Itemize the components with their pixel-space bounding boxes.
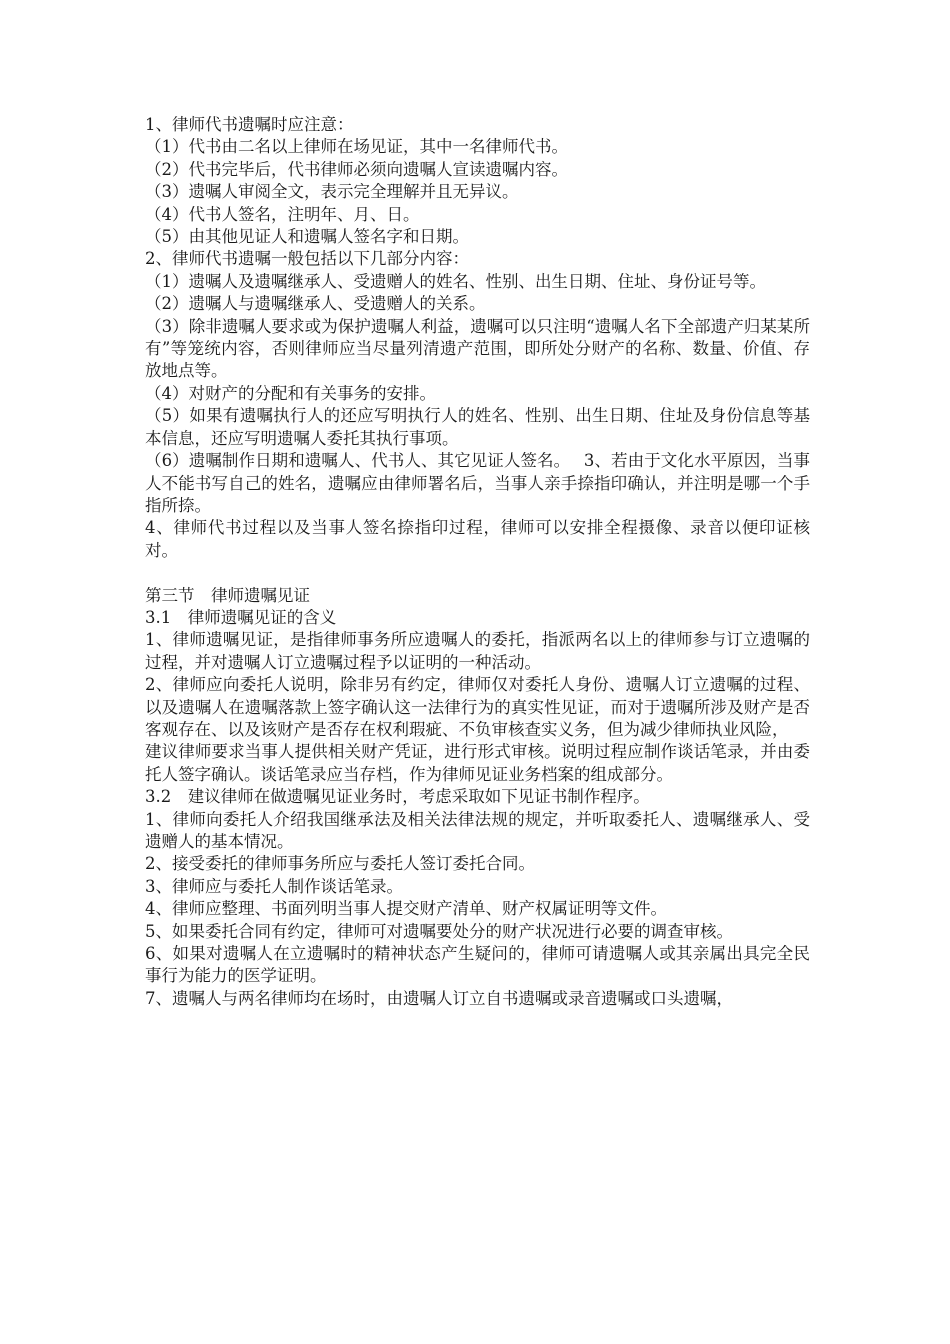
section-will-drafting [145,114,810,562]
paragraph: （4）对财产的分配和有关事务的安排。 [145,383,436,403]
paragraph: （2）遗嘱人与遗嘱继承人、受遗赠人的关系。 [145,294,486,314]
paragraph: 7、遗嘱人与两名律师均在场时，由遗嘱人订立自书遗嘱或录音遗嘱或口头遗嘱， [145,988,733,1008]
paragraph: （2）代书完毕后，代书律师必须向遗嘱人宣读遗嘱内容。 [145,159,568,179]
blank-line [145,562,810,584]
paragraph: （3）遗嘱人审阅全文，表示完全理解并且无异议。 [145,182,519,202]
section-heading: 第三节 律师遗嘱见证 [145,585,310,605]
paragraph: （1）遗嘱人及遗嘱继承人、受遗赠人的姓名、性别、出生日期、住址、身份证号等。 [145,271,766,291]
paragraph: 5、如果委托合同有约定，律师可对遗嘱要处分的财产状况进行必要的调查审核。 [145,921,733,941]
section-will-witnessing [145,585,810,1011]
paragraph: 1、律师代书遗嘱时应注意： [145,115,354,134]
subsection-heading: 3.1 律师遗嘱见证的含义 [145,607,337,627]
paragraph: 1、律师向委托人介绍我国继承法及相关法律法规的规定，并听取委托人、遗嘱继承人、受遗赠人的基本情况。 [145,809,810,851]
paragraph: （5）如果有遗嘱执行人的还应写明执行人的姓名、性别、出生日期、住址及身份信息等基本信息，还应写明遗嘱人委托其执行事项。 [145,406,810,448]
paragraph: 1、律师遗嘱见证，是指律师事务所应遗嘱人的委托，指派两名以上的律师参与订立遗嘱的过程，并对遗嘱人订立遗嘱过程予以证明的一种活动。 [145,630,810,672]
paragraph: 4、律师代书过程以及当事人签名捺指印过程，律师可以安排全程摄像、录音以便印证核对。 [145,518,810,560]
subsection-heading: 3.2 建议律师在做遗嘱见证业务时，考虑采取如下见证书制作程序。 [145,787,650,807]
paragraph: （4）代书人签名，注明年、月、日。 [145,204,420,224]
paragraph: （1）代书由二名以上律师在场见证，其中一名律师代书。 [145,137,568,157]
paragraph: 2、律师应向委托人说明，除非另有约定，律师仅对委托人身份、遗嘱人订立遗嘱的过程、以及遗嘱人在遗嘱落款上签字确认这一法律行为的真实性见证，而对于遗嘱所涉及财产是否客观存在、以及该财产是否存在权利瑕疵、不负审核查实义务，但为减少律师执业风险， [145,675,810,739]
paragraph: 4、律师应整理、书面列明当事人提交财产清单、财产权属证明等文件。 [145,899,667,919]
paragraph: 6、如果对遗嘱人在立遗嘱时的精神状态产生疑问的，律师可请遗嘱人或其亲属出具完全民事行为能力的医学证明。 [145,944,810,986]
paragraph: （3）除非遗嘱人要求或为保护遗嘱人利益，遗嘱可以只注明“遗嘱人名下全部遗产归某某所有”等笼统内容，否则律师应当尽量列清遗产范围，即所处分财产的名称、数量、价值、存放地点等。 [145,316,810,381]
paragraph: 建议律师要求当事人提供相关财产凭证，进行形式审核。说明过程应制作谈话笔录，并由委托人签字确认。谈话笔录应当存档，作为律师见证业务档案的组成部分。 [145,742,810,784]
paragraph: 2、律师代书遗嘱一般包括以下几部分内容： [145,249,469,269]
paragraph: （6）遗嘱制作日期和遗嘱人、代书人、其它见证人签名。 3、若由于文化水平原因，当事人不能书写自己的姓名，遗嘱应由律师署名后，当事人亲手捺指印确认，并注明是哪一个手指所捺。 [145,451,810,515]
paragraph: 3、律师应与委托人制作谈话笔录。 [145,876,403,896]
paragraph: 2、接受委托的律师事务所应与委托人签订委托合同。 [145,854,535,874]
paragraph: （5）由其他见证人和遗嘱人签名字和日期。 [145,227,469,247]
document-page [145,114,810,1010]
